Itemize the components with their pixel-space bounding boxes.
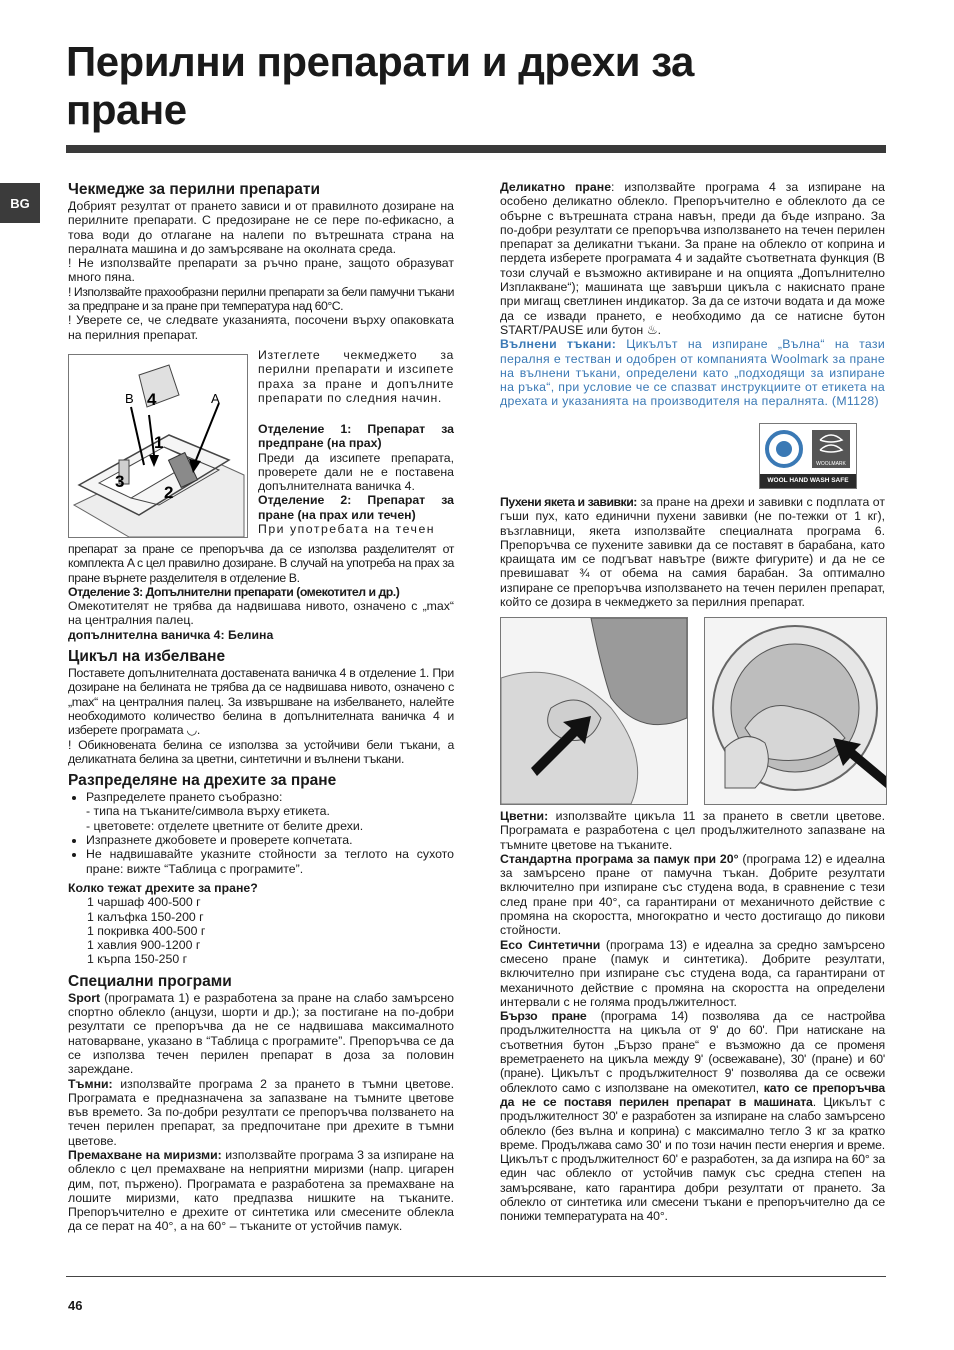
colors-label: Цветни: bbox=[500, 809, 549, 823]
sort-item: • Изпразнете джобовете и проверете копчетата. bbox=[86, 833, 454, 847]
fast-label: Бързо пране bbox=[500, 1009, 587, 1024]
footer-divider bbox=[66, 1276, 886, 1277]
bleach-heading: Цикъл на избелване bbox=[68, 648, 226, 666]
wool-description: Цикълът на изпиране „Вълна“ на тази пералня е тестван и одобрен от компанията Woolmark за пране на вълнени тъкани, определени като „подходящи за изпиране на ръка“, при условие че се спазват инструкциите от етикета на дрехата и указанията на производителя на пералнята. (M1128) bbox=[500, 337, 885, 409]
eco-text bbox=[500, 938, 885, 1009]
sport-label: Sport bbox=[68, 990, 101, 1005]
weight-item: 1 чаршаф 400-500 г bbox=[87, 895, 201, 910]
title-divider bbox=[66, 145, 886, 153]
std-label: Стандартна програма за памук при 20° bbox=[500, 851, 739, 866]
wool-label: Вълнени тъкани: bbox=[500, 337, 617, 352]
sort-item: • Не надвишавайте указните стойности за теглото на сухото пране: вижте “Таблица с програмите”. bbox=[86, 847, 454, 876]
woolmark-icon bbox=[760, 424, 856, 474]
figure-label-a: A bbox=[211, 391, 220, 406]
bleach-instruction: Поставете допълнителната доставената ваничка 4 в отделение 1. При дозиране на белината не трябва да се надвишава нивото, означено с „max“ на централния палец. За извършване на избелването, налейте необходимото количество белина в допълнителната ваничка 4 и изберете програмата bbox=[68, 666, 454, 738]
page-title: Перилни препарати и дрехи за пране bbox=[66, 38, 694, 133]
figure-label-3: 3 bbox=[115, 472, 125, 491]
compartment-3-text: Омекотителят не трябва да надвишава нивото, означено с „max“ на централния палец. bbox=[68, 599, 454, 628]
sort-item: - типа на тъканите/символа върху етикета. bbox=[86, 804, 330, 819]
drawer-instruction: Изтеглете чекмеджето за перилни препарати и изсипете праха за пране и допълните препарати по следния начин. bbox=[258, 348, 454, 405]
odor-description: използвайте програма 3 за изпиране на облекло с цел премахване на неприятни миризми (напр. цигарен дим, пот, пържено). Програмата е разработена за премахване на лошите миризми, като предпазва нишките на тъканите. Препоръчително е дрехите от синтетика или смесените облекла да се перат на 40°, а на 60° – тъканите от устойчив памук. bbox=[68, 1147, 454, 1234]
left-column-top bbox=[68, 181, 454, 342]
sport-text bbox=[68, 991, 454, 1077]
dark-description: използвайте програма 2 за прането в тъмни цветове. Програмата е предназначена за запазване на тъмните цветове във времето. За по-добри резултати се препоръчва ползването на течен перилен препарат, за предпочитане при дрехите в тъмни цветове. bbox=[68, 1076, 455, 1148]
down-description: за пране на дрехи и завивки с подплата от гъши пух, като единични пухени завивки (не по-тежки от 1 кг), възглавници, якета използвайте специалната програма 6. Препоръчва се пухените завивки да се поставят в барабана, като краищата им се подгъват навътре (вижте фигурите) и да не се превишават ¾ от обема на самия барабан. За оптимално изпиране се препоръчва използването на течен перилен препарат, който се дозира в чекмеджето за перилния препарат. bbox=[500, 495, 886, 610]
down-section bbox=[500, 495, 885, 609]
woolmark-caption: WOOL HAND WASH SAFE bbox=[760, 474, 856, 488]
bleach-program-icon: ◡ bbox=[186, 723, 197, 738]
figure-label-2: 2 bbox=[164, 483, 174, 502]
std-text bbox=[500, 852, 885, 938]
fast-no-detergent: като се препоръчва да не се поставя перилен препарат в машината bbox=[500, 1080, 885, 1109]
figure-label-4: 4 bbox=[147, 390, 157, 409]
fast-description: (програма 14) позволява да се настройва продължителността на цикъла от 9' до 60'. При натискане на съответния бутон „Бързо пране“ е възможно да се променя времетраенето на цикъла между 9' (освежаване), 30' (пране) и 60' (пране). Цикълът с продължителност 9' позволява да се освежи облеклото само с използване на омекотител, bbox=[500, 1009, 886, 1095]
eco-description: (програма 13) е идеална за средно замърсено смесено пране (памук и синтетика). Добрите резултати, включително при изпиране със студена вода, са гарантирани от механичното действие с промяна на скоростта на определени интервали с не голяма продължителност. bbox=[500, 937, 885, 1009]
weight-item: 1 кърпа 150-250 г bbox=[87, 952, 188, 967]
compartment-2-text-short: При употребата на течен bbox=[258, 522, 436, 537]
compartment-4-title: допълнителна ваничка 4: Белина bbox=[68, 627, 274, 642]
delicate-description: : използвайте програма 4 за изпиране на особено деликатно облекло. Препоръчително е облеклото да се обърне с вътрешната страна навън, преди да бъде изпрано. За по-добри резултати се препоръчва използването на течен перилен препарат за деликатни тъкани. За пране на облекло от коприна и пердета изберете програмата 4 и задайте съответната функция (В този случай е възможно активиране и на опцията „Допълнително Изплакване“); машината ще завърши цикъла с накиснато пране при мигащ светлинен индикатор. За да се източи водата и да може да се извади прането, е необходимо да се натисне бутон START/PAUSE или бутон bbox=[500, 180, 886, 337]
iron-icon: ♨ bbox=[646, 322, 658, 337]
compartment-2-title: Отделение 2: Препарат за пране (на прах или течен) bbox=[258, 493, 454, 522]
dark-label: Тъмни: bbox=[68, 1076, 113, 1091]
drawer-figure bbox=[68, 354, 248, 538]
compartment-1-title: Отделение 1: Препарат за предпране (на прах) bbox=[258, 422, 454, 451]
sort-list bbox=[68, 790, 454, 876]
language-tab: BG bbox=[0, 183, 40, 223]
sort-item: • Разпределете прането съобразно: bbox=[86, 790, 454, 804]
odor-text bbox=[68, 1148, 454, 1234]
drawer-side-text bbox=[258, 348, 454, 405]
warning-handwash: ! Не използвайте препарати за ръчно пране, защото образуват много пяна. bbox=[68, 256, 454, 285]
duvet-photo-1-illustration bbox=[501, 618, 687, 804]
figure-label-b: B bbox=[125, 391, 134, 406]
special-heading: Специални програми bbox=[68, 972, 232, 990]
eco-label: Eco Синтетични bbox=[500, 937, 601, 952]
dark-text bbox=[68, 1077, 454, 1148]
fast-text bbox=[500, 1009, 885, 1223]
weight-item: 1 хавлия 900-1200 г bbox=[87, 938, 201, 953]
weights-list bbox=[68, 895, 454, 966]
delicate-label: Деликатно пране bbox=[500, 180, 612, 194]
woolmark-logo bbox=[759, 423, 857, 489]
page-number: 46 bbox=[68, 1298, 83, 1313]
drawer-intro: Добрият резултат от прането зависи и от правилното дозиране на перилните препарати. С предозиране не се пере по-ефикасно, а това води до отлагане на налепи по вътрешната страна на пералната машина и до замърсяване на околната среда. bbox=[68, 199, 454, 256]
colors-text bbox=[500, 809, 885, 852]
weights-heading: Колко тежат дрехите за пране? bbox=[68, 880, 258, 895]
odor-label: Премахване на миризми: bbox=[68, 1147, 222, 1162]
wool-text bbox=[500, 337, 885, 408]
figure-label-1: 1 bbox=[154, 433, 164, 452]
compartment-3-title: Отделение 3: Допълнителни препарати (омекотител и др.) bbox=[68, 584, 400, 599]
sort-heading: Разпределяне на дрехите за пране bbox=[68, 772, 337, 790]
compartment-1-text: Преди да изсипете препарата, проверете дали не е поставена допълнителната ваничка 4. bbox=[258, 450, 454, 494]
right-column-bottom bbox=[500, 809, 885, 1224]
duvet-photo-1 bbox=[500, 617, 688, 805]
duvet-photo-2 bbox=[704, 617, 887, 805]
sort-item: - цветовете: отделете цветните от белите дрехи. bbox=[86, 818, 364, 833]
delicate-text: Деликатно пране: използвайте програма 4 за изпиране на особено деликатно облекло. Препоръчително е облеклото да се обърне с вътрешната страна навън, преди да бъде изпрано. За по-добри резултати се препоръчва използването на течен перилен препарат за деликатни тъкани. За пране на облекло от коприна и пердета изберете програмата 4 и задайте съответната функция (В този случай е възможно активиране и на опцията „Допълнително Изплакване“); машината ще завърши цикъла с накиснато пране при мигащ светлинен индикатор. За да се източи водата и да може да се извади прането, е необходимо да се натисне бутон START/PAUSE или бутон ♨. bbox=[500, 180, 886, 337]
woolmark-brand: WOOLMARK bbox=[816, 461, 846, 467]
fast-description-2: . Цикълът с продължителност 30' е разработен за изпиране на слабо замърсено облекло (без вълна и коприна) с максимално тегло 3 кг за кратко време. Продължава само 30' и по този начин пести енергия и време. Цикълът с продължителност 60' е разработен, за да изпира на 60° за един час облекло от устойчив памук със средна степен на замърсяване, като гарантира добри резултати от прането. За облекло от синтетика или смесени тъкани е препоръчително да се понижи температурата на 40°. bbox=[500, 1094, 885, 1224]
duvet-photo-2-illustration bbox=[705, 618, 886, 804]
weight-item: 1 покривка 400-500 г bbox=[87, 923, 206, 938]
drawer-illustration bbox=[69, 355, 247, 537]
weight-item: 1 калъфка 150-200 г bbox=[87, 909, 204, 924]
drawer-heading: Чекмедже за перилни препарати bbox=[68, 181, 320, 198]
colors-description: използвайте цикъла 11 за прането в светли цветове. Програмата е разработена с цел продължителното запазване на тъмните цветове на тъканите. bbox=[500, 809, 885, 852]
compartment-list bbox=[258, 422, 454, 536]
right-column-top bbox=[500, 180, 885, 409]
compartment-2-text: препарат за пране се препоръчва да се използва разделителят от комплекта A с цел правилно дозиране. В случай на употреба на прах за пране върнете разделителя в отделение B. bbox=[68, 542, 454, 585]
left-column-middle bbox=[68, 542, 454, 1234]
warning-powder: ! Използвайте прахообразни перилни препарати за бели памучни тъкани за предпране и за пране при температура над 60°C. bbox=[68, 284, 454, 314]
down-text bbox=[500, 495, 885, 609]
warning-instructions: ! Уверете се, че следвате указанията, посочени върху опаковката на перилния препарат. bbox=[68, 313, 454, 342]
std-description: (програма 12) е идеална за замърсено пране от памучна тъкан. Добрите резултати включително при изпиране със студена вода, в сравнение с тези след пране при 40°, са гарантирани от механичното действие с промяна на скоростта, многократно и често достигащо до пикови стойности. bbox=[500, 851, 885, 938]
bleach-warning: ! Обикновената белина се използва за устойчиви бели тъкани, а деликатната белина за цветни, синтетични и вълнени тъкани. bbox=[68, 737, 454, 766]
bleach-text: Поставете допълнителната доставената ваничка 4 в отделение 1. При дозиране на белината не трябва да се надвишава нивото, означено с „max“ на централния палец. За извършване на избелването, налейте необходимото количество белина в допълнителната ваничка 4 и изберете програмата ◡. bbox=[68, 666, 454, 738]
down-label: Пухени якета и завивки: bbox=[500, 495, 637, 509]
sport-description: (програмата 1) е разработена за пране на слабо замърсено спортно облекло (анцузи, шорти и др.); за постигане на по-добри резултати се препоръчва да не се надвишава максималното натоварване, указано в “Таблица с програмите”. Препоръчва се да се използва течен перилен препарат в доза за половин зареждане. bbox=[68, 990, 454, 1077]
